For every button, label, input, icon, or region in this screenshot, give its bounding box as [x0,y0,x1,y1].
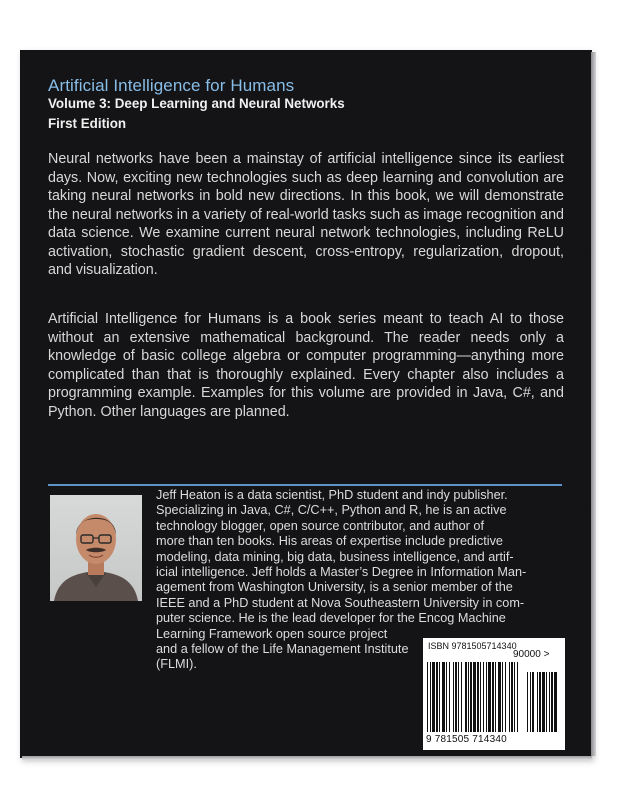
book-subtitle: Volume 3: Deep Learning and Neural Networks [48,96,345,111]
barcode-digits: 9 781505 714340 [426,734,507,745]
author-bio-line: IEEE and a PhD student at Nova Southeastern University in com- [156,595,525,610]
author-bio-line: puter science. He is the lead developer for the Encog Machine [156,611,506,626]
isbn-barcode [423,638,565,750]
author-photo [50,495,142,601]
book-title: Artificial Intelligence for Humans [48,76,295,95]
author-bio-line: modeling, data mining, big data, business intelligence, and artif- [156,549,514,564]
author-bio-line: technology blogger, open source contributor, and author of [156,518,484,533]
author-bio-line: more than ten books. His areas of expertise include predictive [156,534,503,549]
barcode-bars [427,662,561,734]
description-paragraph-2: Artificial Intelligence for Humans is a book series meant to teach AI to those without an extensive mathematical background. The reader needs only a knowledge of basic college algebra or computer programming—anything more complicated than that is thoroughly explained. Every chapter also includes a programming example. Examples for this volume are provided in Java, C#, and Python. Other languages are planned. [48,311,564,420]
author-bio-line: Jeff Heaton is a data scientist, PhD student and indy publisher. [156,488,508,502]
book-spine-edge [591,52,596,756]
author-bio-line: Specializing in Java, C#, C/C++, Python and R, he is an active [156,503,507,518]
author-bio-line: icial intelligence. Jeff holds a Master’s Degree in Information Man- [156,565,527,580]
section-divider [48,484,562,486]
author-bio-line: (FLMI). [156,657,197,672]
isbn-label: ISBN 9781505714340 [428,641,517,651]
author-bio-line: and a fellow of the Life Management Institute [156,642,409,657]
description-paragraph-1: Neural networks have been a mainstay of artificial intelligence since its earliest days. Now, exciting new technologies such as deep learning and convolution are taking neural networks in bold new directions. In this book, we will demonstrate the neural networks in a variety of real-world tasks such as image recognition and data science. We examine current neural network technologies, including ReLU activation, stochastic gradient descent, cross-entropy, regularization, dropout, and visualization. [48,151,564,278]
price-code: 90000 > [513,649,550,660]
book-page-edge [22,756,592,760]
author-bio-line: agement from Washington University, is a senior member of the [156,580,513,595]
book-edition: First Edition [48,116,127,131]
author-bio-line: Learning Framework open source project [156,626,388,641]
